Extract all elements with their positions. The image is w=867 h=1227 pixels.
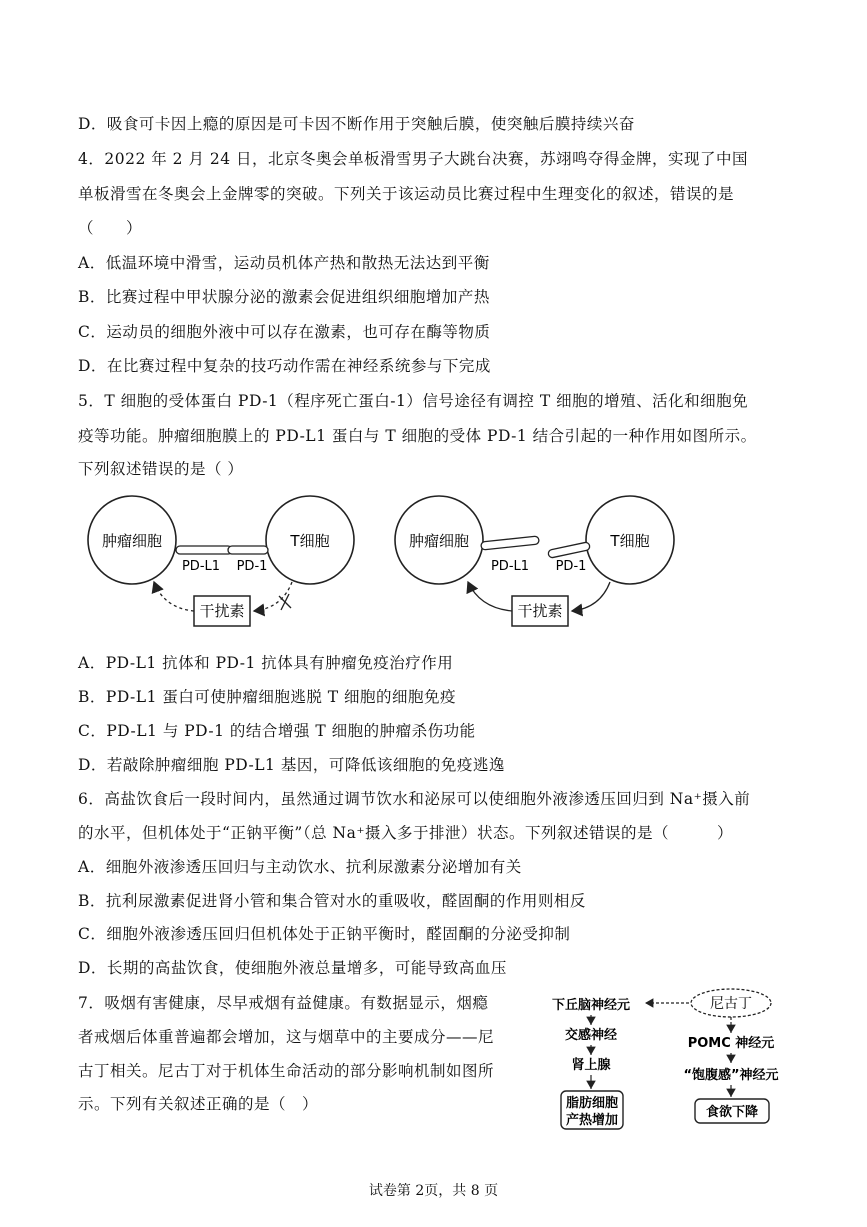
option-d: D．在比赛过程中复杂的技巧动作需在神经系统参与下完成 [78, 357, 491, 375]
text-line: 者戒烟后体重普遍都会增加，这与烟草中的主要成分——尼 [78, 1028, 495, 1046]
heat-increase-label: 产热增加 [565, 1113, 619, 1128]
text-line: 疫等功能。肿瘤细胞膜上的 PD-L1 蛋白与 T 细胞的受体 PD-1 结合引起的一种作用如图所示。 [78, 427, 757, 445]
pd-1-receptor [228, 546, 268, 554]
pd-l1-label: PD-L1 [490, 559, 530, 574]
hypothalamus-label: 下丘脑神经元 [551, 998, 631, 1013]
tumor-cell-label: 肿瘤细胞 [101, 532, 163, 550]
text-line: 6．高盐饮食后一段时间内，虽然通过调节饮水和泌尿可以使细胞外液渗透压回归到 Na⁺摄入前 [78, 790, 751, 808]
fat-cell-label: 脂肪细胞 [565, 1096, 619, 1111]
dashed-arrow-interferon-to-tumor [154, 582, 194, 611]
text-line: 单板滑雪在冬奥会上金牌零的突破。下列关于该运动员比赛过程中生理变化的叙述，错误的是 [78, 185, 735, 203]
text-line: 下列叙述错误的是（ ） [78, 460, 244, 478]
option-b: B．抗利尿激素促进肾小管和集合管对水的重吸收，醛固酮的作用则相反 [78, 892, 586, 910]
option-c: C．PD-L1 与 PD-1 的结合增强 T 细胞的肿瘤杀伤功能 [78, 722, 476, 740]
option-a: A．细胞外液渗透压回归与主动饮水、抗利尿激素分泌增加有关 [78, 858, 522, 876]
text-line: 5．T 细胞的受体蛋白 PD-1（程序死亡蛋白-1）信号途径有调控 T 细胞的增殖、活化和细胞免 [78, 392, 749, 410]
pd1-diagram [82, 490, 802, 644]
nicotine-diagram [543, 983, 793, 1137]
arrow-interferon-to-tumor [468, 582, 512, 611]
text-line: 古丁相关。尼古丁对于机体生命活动的部分影响机制如图所 [78, 1062, 495, 1080]
option-a: A．PD-L1 抗体和 PD-1 抗体具有肿瘤免疫治疗作用 [78, 654, 454, 672]
pomc-label: POMC 神经元 [687, 1036, 775, 1051]
option-d: D．长期的高盐饮食，使细胞外液总量增多，可能导致高血压 [78, 959, 507, 977]
text-line: 7．吸烟有害健康，尽早戒烟有益健康。有数据显示，烟瘾 [78, 994, 489, 1012]
option-c: C．细胞外液渗透压回归但机体处于正钠平衡时，醛固酮的分泌受抑制 [78, 925, 571, 943]
satiety-neuron-label: “饱腹感”神经元 [683, 1068, 779, 1083]
arrow-tcell-to-interferon [572, 582, 610, 611]
pd-l1-receptor [481, 536, 540, 550]
block-mark [281, 594, 289, 610]
t-cell-label: T细胞 [610, 532, 650, 550]
pd-1-receptor [548, 542, 591, 559]
pd-l1-label: PD-L1 [181, 559, 221, 574]
appetite-down-label: 食欲下降 [705, 1105, 759, 1120]
option-a: A．低温环境中滑雪，运动员机体产热和散热无法达到平衡 [78, 254, 490, 272]
tumor-cell-label: 肿瘤细胞 [408, 532, 470, 550]
text-line: 4．2022 年 2 月 24 日，北京冬奥会单板滑雪男子大跳台决赛，苏翊鸣夺得金牌，实现了中国 [78, 150, 749, 168]
nicotine-label: 尼古丁 [710, 996, 752, 1012]
adrenal-label: 肾上腺 [571, 1058, 611, 1073]
sympathetic-label: 交感神经 [564, 1028, 618, 1043]
option-c: C．运动员的细胞外液中可以存在激素，也可存在酶等物质 [78, 323, 491, 341]
pd-l1-receptor [176, 546, 232, 554]
text-line: 的水平，但机体处于“正钠平衡”（总 Na⁺摄入多于排泄）状态。下列叙述错误的是（ ） [78, 824, 734, 842]
text-line: D．吸食可卡因上瘾的原因是可卡因不断作用于突触后膜，使突触后膜持续兴奋 [78, 115, 635, 133]
t-cell-label: T细胞 [290, 532, 330, 550]
option-b: B．PD-L1 蛋白可使肿瘤细胞逃脱 T 细胞的细胞免疫 [78, 688, 457, 706]
option-d: D．若敲除肿瘤细胞 PD-L1 基因，可降低该细胞的免疫逃逸 [78, 756, 505, 774]
pd-1-label: PD-1 [236, 559, 268, 574]
text-line: （ ） [78, 219, 143, 237]
option-b: B．比赛过程中甲状腺分泌的激素会促进组织细胞增加产热 [78, 288, 490, 306]
interferon-label: 干扰素 [517, 602, 563, 620]
dashed-arrow-tcell-to-interferon [254, 582, 292, 611]
page-footer: 试卷第 2页，共 8 页 [368, 1183, 499, 1199]
pd-1-label: PD-1 [555, 559, 587, 574]
text-line: 示。下列有关叙述正确的是（ ） [78, 1095, 319, 1113]
interferon-label: 干扰素 [199, 602, 245, 620]
